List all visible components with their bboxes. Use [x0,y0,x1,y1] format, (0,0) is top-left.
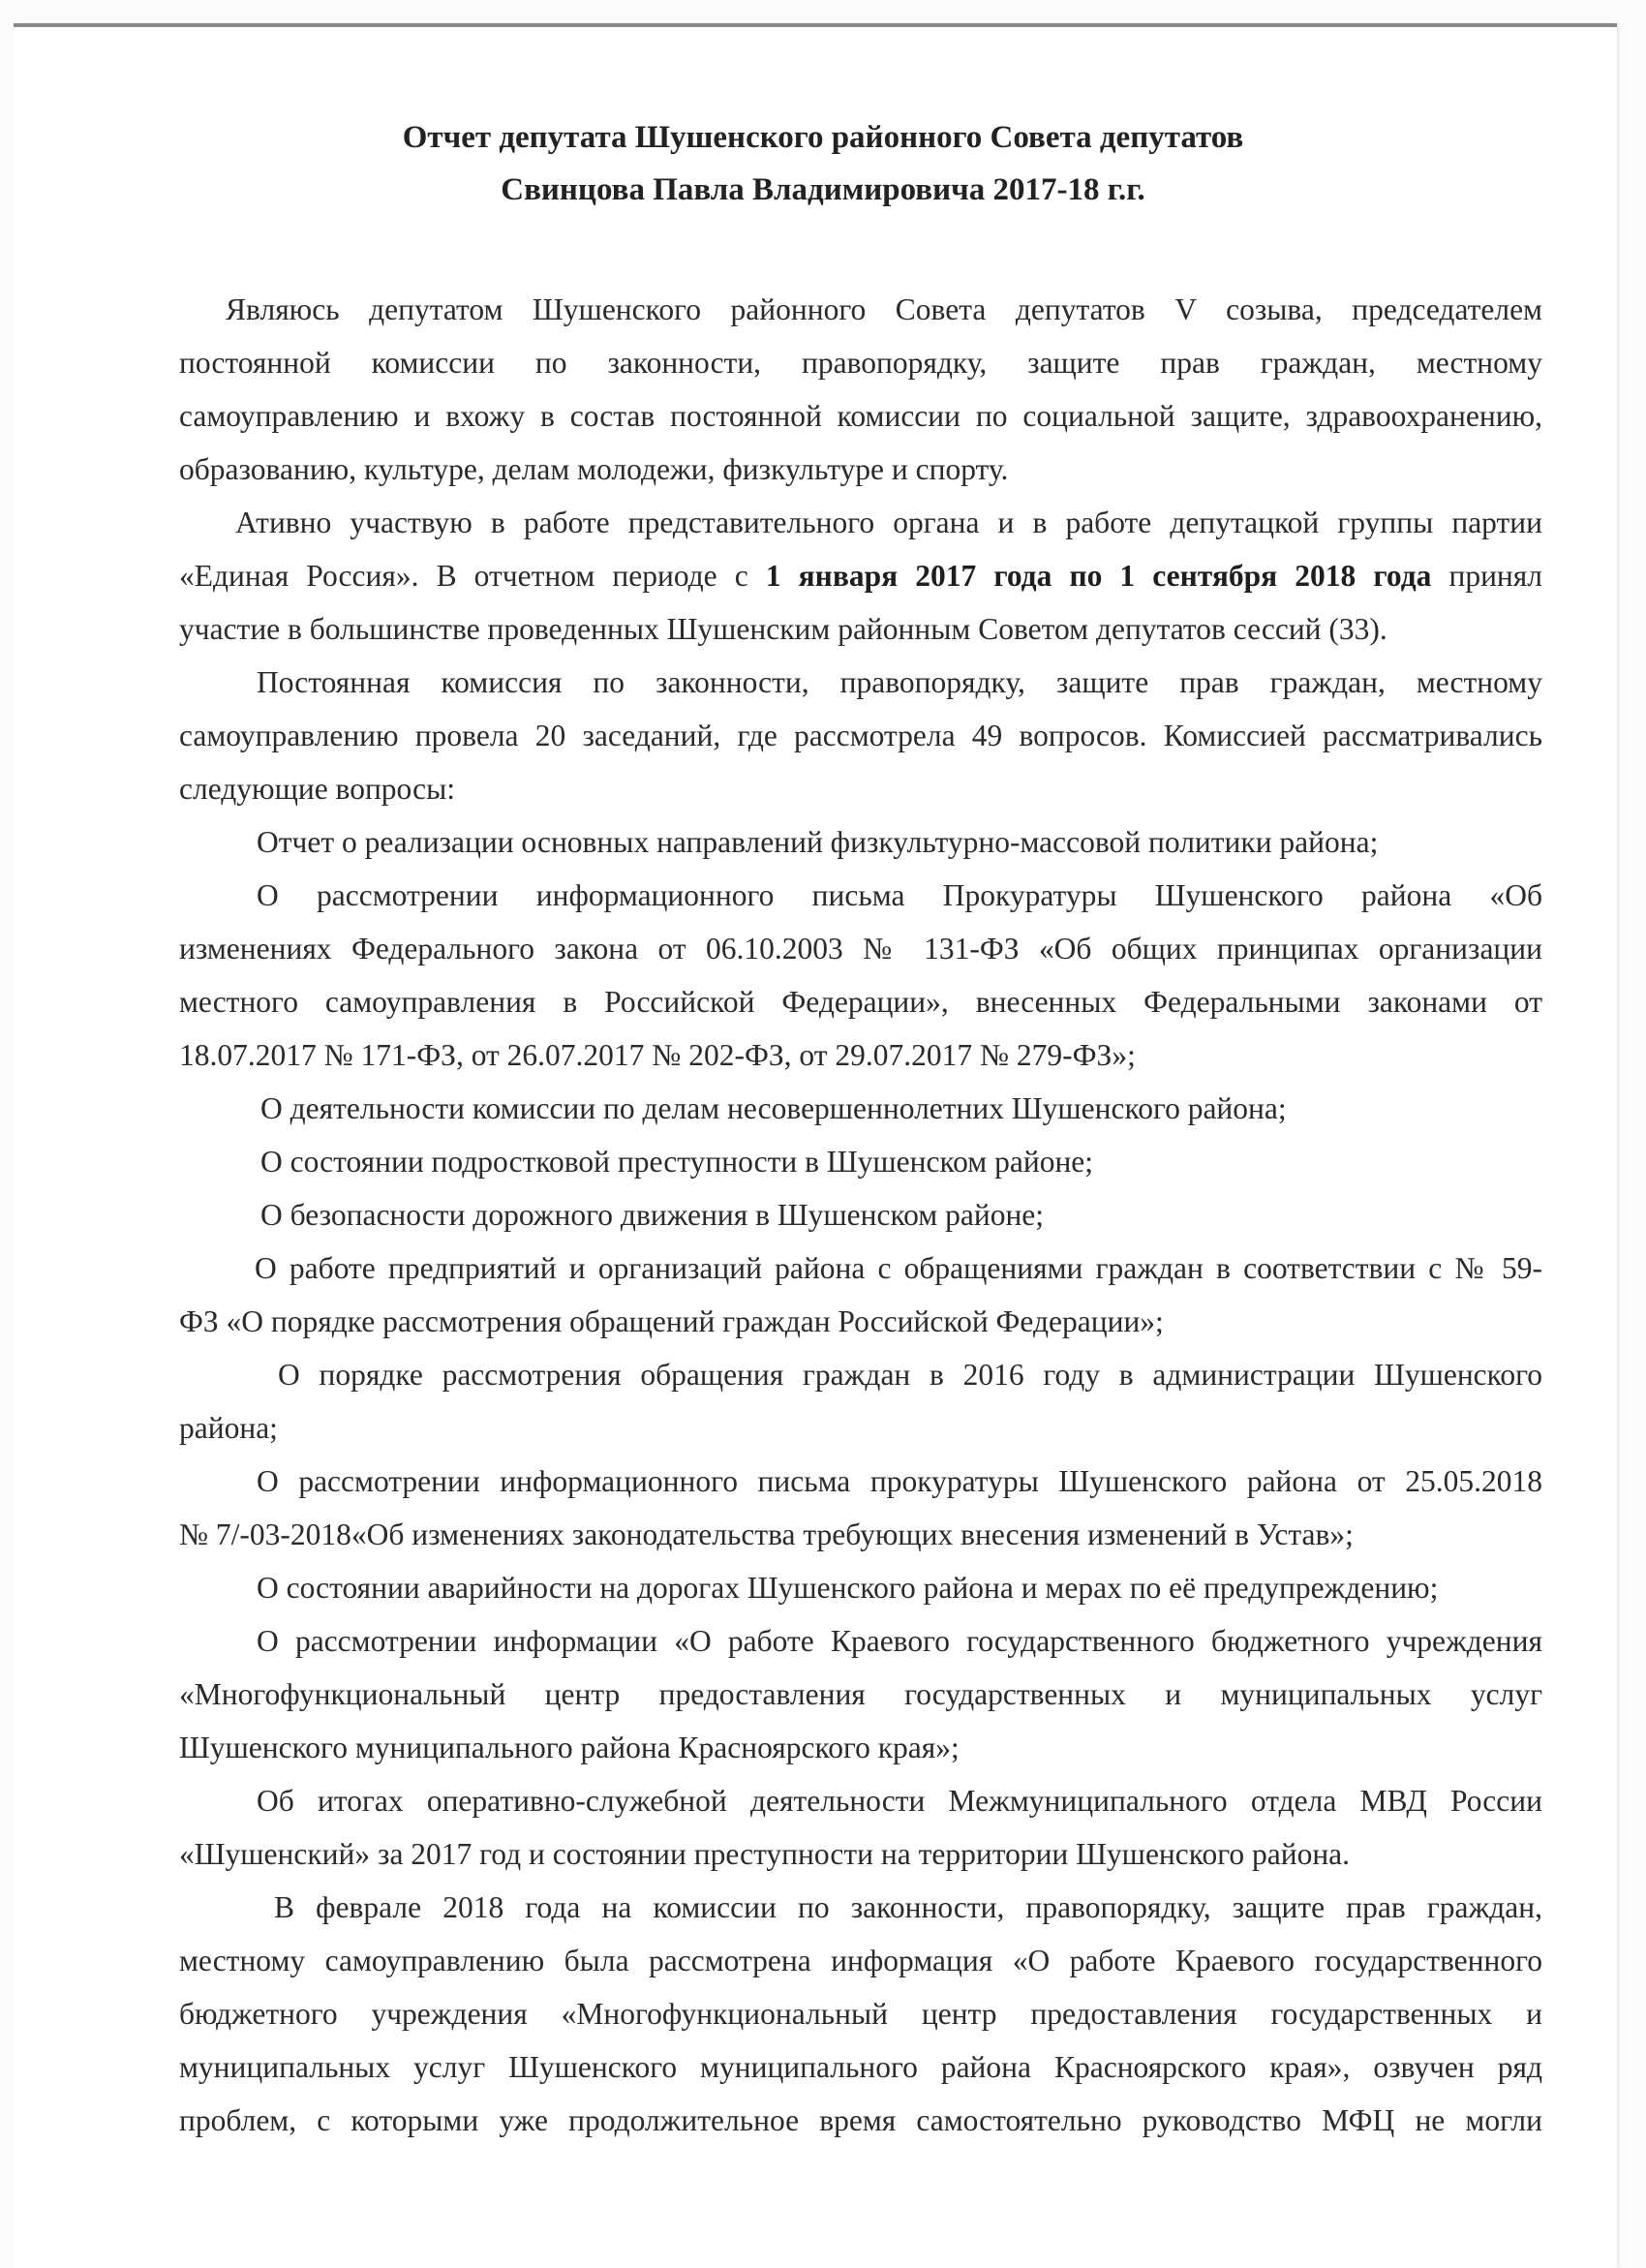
text-line: самоуправлению и вхожу в состав постоянной комиссии по социальной защите, здравоохранению, [179,399,1542,433]
text-line: бюджетного учреждения «Многофункциональный центр предоставления государственных и [179,1997,1542,2031]
text-line: местному самоуправлению была рассмотрена информация «О работе Краевого государственного [179,1944,1542,1977]
document-body [179,283,1542,2147]
text-line: самоуправлению провела 20 заседаний, где рассмотрела 49 вопросов. Комиссией рассматривались [179,719,1542,752]
text-span: «Единая Россия». В отчетном периоде с [179,559,766,593]
text-line: района; [179,1411,278,1445]
text-line: изменениях Федерального закона от 06.10.2003 № 131-ФЗ «Об общих принципах организации [179,932,1542,965]
text-line: Отчет о реализации основных направлений физкультурно-массовой политики района; [257,825,1379,859]
text-line: 18.07.2017 № 171-ФЗ, от 26.07.2017 № 202-ФЗ, от 29.07.2017 № 279-ФЗ»; [179,1038,1136,1072]
text-line [179,549,1542,602]
text-line: Являюсь депутатом Шушенского районного Совета депутатов V созыва, председателем [226,292,1542,326]
text-line: местного самоуправления в Российской Федерации», внесенных Федеральными законами от [179,985,1542,1019]
text-line: О рассмотрении информационного письма Прокуратуры Шушенского района «Об [257,878,1542,912]
text-line: О рассмотрении информационного письма прокуратуры Шушенского района от 25.05.2018 [257,1464,1542,1498]
text-line: Шушенского муниципального района Красноярского края»; [179,1731,960,1764]
text-line: О работе предприятий и организаций района с обращениями граждан в соответствии с № 59- [255,1251,1542,1285]
text-line: № 7/-03-2018«Об изменениях законодательства требующих внесения изменений в Устав»; [179,1517,1354,1551]
text-line: О рассмотрении информации «О работе Краевого государственного бюджетного учреждения [257,1624,1542,1658]
text-line: Постоянная комиссия по законности, правопорядку, защите прав граждан, местному [257,665,1542,699]
text-line: участие в большинстве проведенных Шушенским районным Советом депутатов сессий (33). [179,612,1387,646]
text-line: В феврале 2018 года на комиссии по законности, правопорядку, защите прав граждан, [274,1890,1542,1924]
text-line: ФЗ «О порядке рассмотрения обращений граждан Российской Федерации»; [179,1304,1164,1338]
text-line: О деятельности комиссии по делам несовершеннолетних Шушенского района; [260,1091,1287,1125]
text-line: проблем, с которыми уже продолжительное время самостоятельно руководство МФЦ не могли [179,2103,1542,2137]
text-line: постоянной комиссии по законности, правопорядку, защите прав граждан, местному [179,346,1542,380]
text-line: О безопасности дорожного движения в Шушенском районе; [260,1198,1045,1232]
text-line: Об итогах оперативно-служебной деятельности Межмуниципального отдела МВД России [257,1784,1542,1818]
text-line: «Многофункциональный центр предоставления государственных и муниципальных услуг [179,1677,1542,1711]
document-title-line-2: Свинцова Павла Владимировича 2017-18 г.г. [501,172,1145,207]
text-line: следующие вопросы: [179,772,455,806]
text-line: О состоянии подростковой преступности в Шушенском районе; [260,1145,1094,1179]
text-line: образованию, культуре, делам молодежи, физкультуре и спорту. [179,452,1009,486]
text-line: «Шушенский» за 2017 год и состоянии преступности на территории Шушенского района. [179,1837,1351,1871]
text-line: муниципальных услуг Шушенского муниципального района Красноярского края», озвучен ряд [179,2050,1542,2084]
text-line: О порядке рассмотрения обращения граждан в 2016 году в администрации Шушенского [278,1358,1542,1392]
text-span: принял [1431,559,1542,593]
text-line: Ативно участвую в работе представительного органа и в работе депутацкой группы партии [235,506,1542,539]
bold-text: 1 января 2017 года по 1 сентября 2018 года [765,559,1432,593]
text-line: О состоянии аварийности на дорогах Шушенского района и мерах по её предупреждению; [257,1571,1439,1605]
document-title-line-1: Отчет депутата Шушенского районного Совета депутатов [402,120,1244,155]
